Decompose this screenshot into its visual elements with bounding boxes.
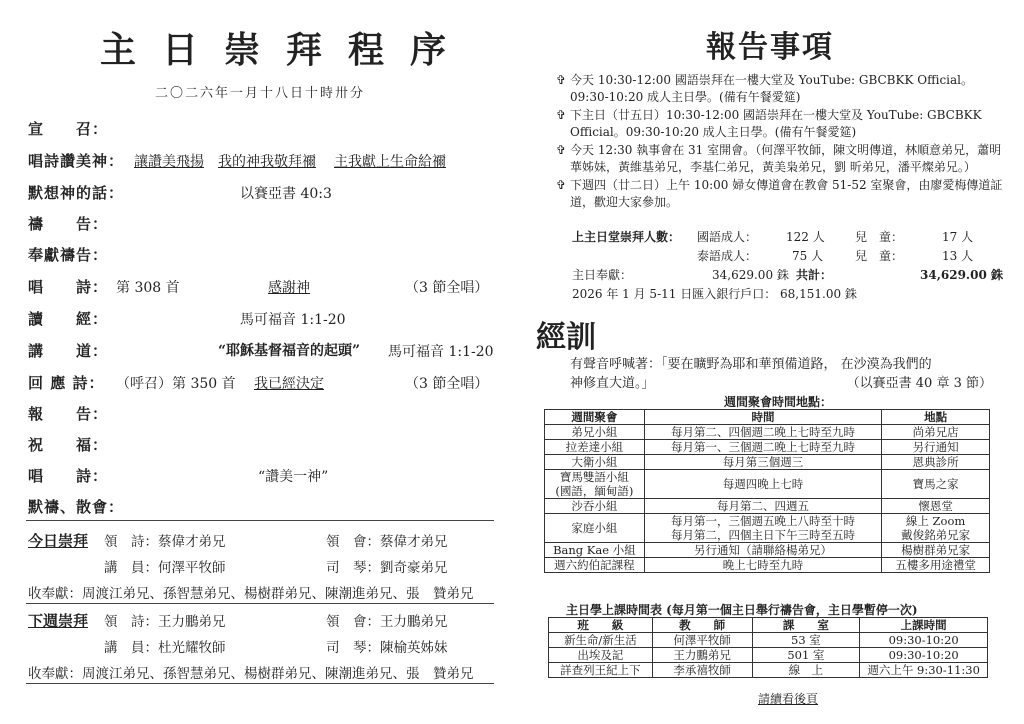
thai-child-label: 兒 童： xyxy=(855,249,904,263)
divider xyxy=(26,520,494,521)
meeting-cell: 每月第一，三個週五晚上八時至十時 每月第二，四個主日下午三時至五時 xyxy=(644,514,881,543)
verse-title: 經訓 xyxy=(536,320,596,355)
meeting-cell: 恩典診所 xyxy=(882,455,990,470)
silent-label: 默想神的話： xyxy=(28,184,125,202)
today-pianist: 司 琴：劉奇豪弟兄 xyxy=(326,560,448,576)
class-cell: 詳查列王紀上下 xyxy=(549,663,653,678)
today-leader-hymn: 領 詩：蔡偉才弟兄 xyxy=(104,534,226,550)
cross-icon: ✞ xyxy=(556,143,567,157)
bank-deposit: 2026 年 1 月 5-11 日匯入銀行戶口： 68,151.00 銖 xyxy=(572,287,857,301)
meeting-cell: 尚弟兄店 xyxy=(882,425,990,440)
divider xyxy=(26,603,494,604)
sing-label: 唱 詩： xyxy=(28,278,109,296)
next-heading: 下週崇拜 xyxy=(28,612,89,630)
response-note: （3 節全唱） xyxy=(405,376,489,392)
meeting-row xyxy=(545,425,990,440)
meeting-cell: 大衛小組 xyxy=(545,455,645,470)
meeting-cell: 楊樹群弟兄家 xyxy=(882,543,990,558)
meeting-cell: 沙吞小組 xyxy=(545,499,645,514)
response-title: 我已經決定 xyxy=(254,376,324,392)
hymn-1: 讓讚美飛揚 xyxy=(134,154,204,170)
prayer-label: 禱 告： xyxy=(28,215,109,233)
cross-icon: ✞ xyxy=(556,178,567,192)
class-cell: 何澤平牧師 xyxy=(652,633,752,648)
hymn-2: 我的神我敬拜禰 xyxy=(218,154,316,170)
class-cell: 王力鵬弟兄 xyxy=(652,648,752,663)
meeting-cell: 懷恩堂 xyxy=(882,499,990,514)
sing-title: 感謝神 xyxy=(268,280,310,296)
meetings-caption: 週間聚會時間地點： xyxy=(724,395,833,409)
sunday-school-caption: 主日學上課時間表 (每月第一個主日舉行禱告會，主日學暫停一次) xyxy=(566,603,918,617)
announcement-item: ✞ 下週四（廿二日）上午 10:00 婦女傳道會在教會 51-52 室聚會，由廖愛梅傳道証道，歡迎大家參加。 xyxy=(556,178,1003,209)
sing-number: 第 308 首 xyxy=(116,280,180,296)
meeting-cell: 每週四晚上七時 xyxy=(644,470,881,499)
announcement-list xyxy=(556,72,1006,212)
offering-amount: 34,629.00 銖 xyxy=(712,268,789,282)
meeting-cell: 弟兄小組 xyxy=(545,425,645,440)
reading-label: 讀 經： xyxy=(28,310,109,328)
reading-ref: 馬可福音 1:1-20 xyxy=(240,312,346,328)
meeting-row xyxy=(545,514,990,543)
next-offering: 收奉獻：周渡江弟兄、孫智慧弟兄、楊樹群弟兄、陳潮進弟兄、張 贊弟兄 xyxy=(28,666,474,682)
meeting-row xyxy=(545,455,990,470)
verse-ref: （以賽亞書 40 章 3 節） xyxy=(846,376,992,391)
class-cell: 線 上 xyxy=(752,663,860,678)
meeting-row xyxy=(545,558,990,573)
meeting-cell: 每月第二、四個週二晚上七時至九時 xyxy=(644,425,881,440)
today-offering: 收奉獻：周渡江弟兄、孫智慧弟兄、楊樹群弟兄、陳潮進弟兄、張 贊弟兄 xyxy=(28,586,474,602)
today-speaker: 講 員：何澤平牧師 xyxy=(104,560,226,576)
meeting-cell: 家庭小組 xyxy=(545,514,645,543)
thai-adult-count: 75 人 xyxy=(792,249,824,263)
report-label: 報 告： xyxy=(28,405,109,423)
mandarin-child-label: 兒 童： xyxy=(855,230,904,244)
column-header: 上課時間 xyxy=(860,618,988,633)
today-leader-meeting: 領 會：蔡偉才弟兄 xyxy=(326,534,448,550)
mandarin-adult-count: 122 人 xyxy=(786,230,825,244)
meeting-cell: 寶馬雙語小組 (國語，緬甸語) xyxy=(545,470,645,499)
meeting-cell: 寶馬之家 xyxy=(882,470,990,499)
verse-line-2: 神修直大道。」 xyxy=(570,376,655,391)
meeting-cell: 拉差達小組 xyxy=(545,440,645,455)
next-speaker: 講 員：杜光耀牧師 xyxy=(104,640,226,656)
page-title: 主日崇拜程序 xyxy=(100,29,473,71)
sermon-title: “耶穌基督福音的起頭” xyxy=(218,343,361,359)
today-heading: 今日崇拜 xyxy=(28,532,89,550)
column-header: 班 級 xyxy=(549,618,653,633)
verse-block xyxy=(570,355,1010,393)
cross-icon: ✞ xyxy=(556,73,567,87)
class-cell: 週六上午 9:30-11:30 xyxy=(860,663,988,678)
class-row xyxy=(549,663,988,678)
continue-note: 請續看後頁 xyxy=(758,692,819,706)
thai-adult-label: 泰語成人： xyxy=(697,249,758,263)
offering-prayer-label: 奉獻禱告： xyxy=(28,246,109,264)
column-header: 教 師 xyxy=(652,618,752,633)
column-header: 地點 xyxy=(882,410,990,425)
column-header: 時間 xyxy=(644,410,881,425)
blessing-label: 祝 福： xyxy=(28,436,109,454)
call-label: 宣 召： xyxy=(28,120,109,138)
column-header: 週間聚會 xyxy=(545,410,645,425)
thai-child-count: 13 人 xyxy=(942,249,974,263)
class-row xyxy=(549,633,988,648)
meeting-cell: 晚上七時至九時 xyxy=(644,558,881,573)
announcement-item: ✞ 今天 12:30 執事會在 31 室開會。（何澤平牧師，陳文明傳道，林順意弟兄，蕭明華姊妹，黃維基弟兄，李基仁弟兄，黃美枭弟兄，劉 昕弟兄，潘平燦弟兄。） xyxy=(556,143,1002,174)
meeting-cell: 每月第二、四週五 xyxy=(644,499,881,514)
service-date: 二〇二六年一月十八日十時卅分 xyxy=(154,86,365,101)
class-cell: 09:30-10:20 xyxy=(860,648,988,663)
divider xyxy=(26,683,494,684)
next-leader-hymn: 領 詩：王力鵬弟兄 xyxy=(104,614,226,630)
class-cell: 53 室 xyxy=(752,633,860,648)
sing2-label: 唱 詩： xyxy=(28,467,109,485)
hymn-label: 唱詩讚美神： xyxy=(28,152,125,170)
column-header: 課 室 xyxy=(752,618,860,633)
dismiss-label: 默禱、散會： xyxy=(28,498,125,516)
response-number: （呼召）第 350 首 xyxy=(116,376,236,392)
announcement-item: ✞ 今天 10:30-12:00 國語崇拜在一樓大堂及 YouTube: GBCBKK Official。09:30-10:20 成人主日學。(備有午餐愛筵) xyxy=(556,73,973,104)
meeting-cell: 每月第三個週三 xyxy=(644,455,881,470)
total-label: 共計： xyxy=(796,268,833,282)
announcement-item: ✞ 下主日（廿五日）10:30-12:00 國語崇拜在一樓大堂及 YouTube: GBCBKK Official。09:30-10:20 成人主日學。(備有午餐愛筵) xyxy=(556,108,982,139)
meeting-cell: 週六約伯記課程 xyxy=(545,558,645,573)
meeting-cell: 五樓多用途禮堂 xyxy=(882,558,990,573)
meeting-row xyxy=(545,440,990,455)
silent-ref: 以賽亞書 40:3 xyxy=(240,186,332,202)
verse-line-1: 有聲音呼喊著：「要在曠野為耶和華預備道路， 在沙漠為我們的 xyxy=(570,357,932,372)
class-cell: 501 室 xyxy=(752,648,860,663)
sermon-ref: 馬可福音 1:1-20 xyxy=(388,344,494,360)
attendance-label: 上主日堂崇拜人數： xyxy=(572,230,681,244)
sunday-school-table xyxy=(548,617,988,678)
next-leader-meeting: 領 會：王力鵬弟兄 xyxy=(326,614,448,630)
total-amount: 34,629.00 銖 xyxy=(920,268,1003,282)
meeting-cell: Bang Kae 小組 xyxy=(545,543,645,558)
meeting-cell: 每月第一、三個週二晚上七時至九時 xyxy=(644,440,881,455)
class-row xyxy=(549,648,988,663)
response-label: 回 應 詩： xyxy=(28,374,105,392)
class-cell: 新生命/新生活 xyxy=(549,633,653,648)
meeting-cell: 線上 Zoom 戴俊銘弟兄家 xyxy=(882,514,990,543)
sermon-label: 講 道： xyxy=(28,342,109,360)
next-pianist: 司 琴：陳榆英姊妹 xyxy=(326,640,448,656)
meeting-cell: 另行通知 xyxy=(882,440,990,455)
meetings-table xyxy=(544,409,990,573)
announcements-title: 報告事項 xyxy=(706,30,834,65)
meeting-cell: 另行通知（請聯絡楊弟兄） xyxy=(644,543,881,558)
meeting-row xyxy=(545,470,990,499)
meeting-row xyxy=(545,543,990,558)
class-cell: 出埃及記 xyxy=(549,648,653,663)
sing2-title: “讚美一神” xyxy=(258,469,329,485)
mandarin-child-count: 17 人 xyxy=(942,230,974,244)
mandarin-adult-label: 國語成人： xyxy=(697,230,758,244)
class-cell: 09:30-10:20 xyxy=(860,633,988,648)
meeting-row xyxy=(545,499,990,514)
class-cell: 李承禧牧師 xyxy=(652,663,752,678)
cross-icon: ✞ xyxy=(556,108,567,122)
sing-note: （3 節全唱） xyxy=(405,280,489,296)
hymn-3: 主我獻上生命給禰 xyxy=(334,154,446,170)
offering-label: 主日奉獻： xyxy=(572,268,633,282)
